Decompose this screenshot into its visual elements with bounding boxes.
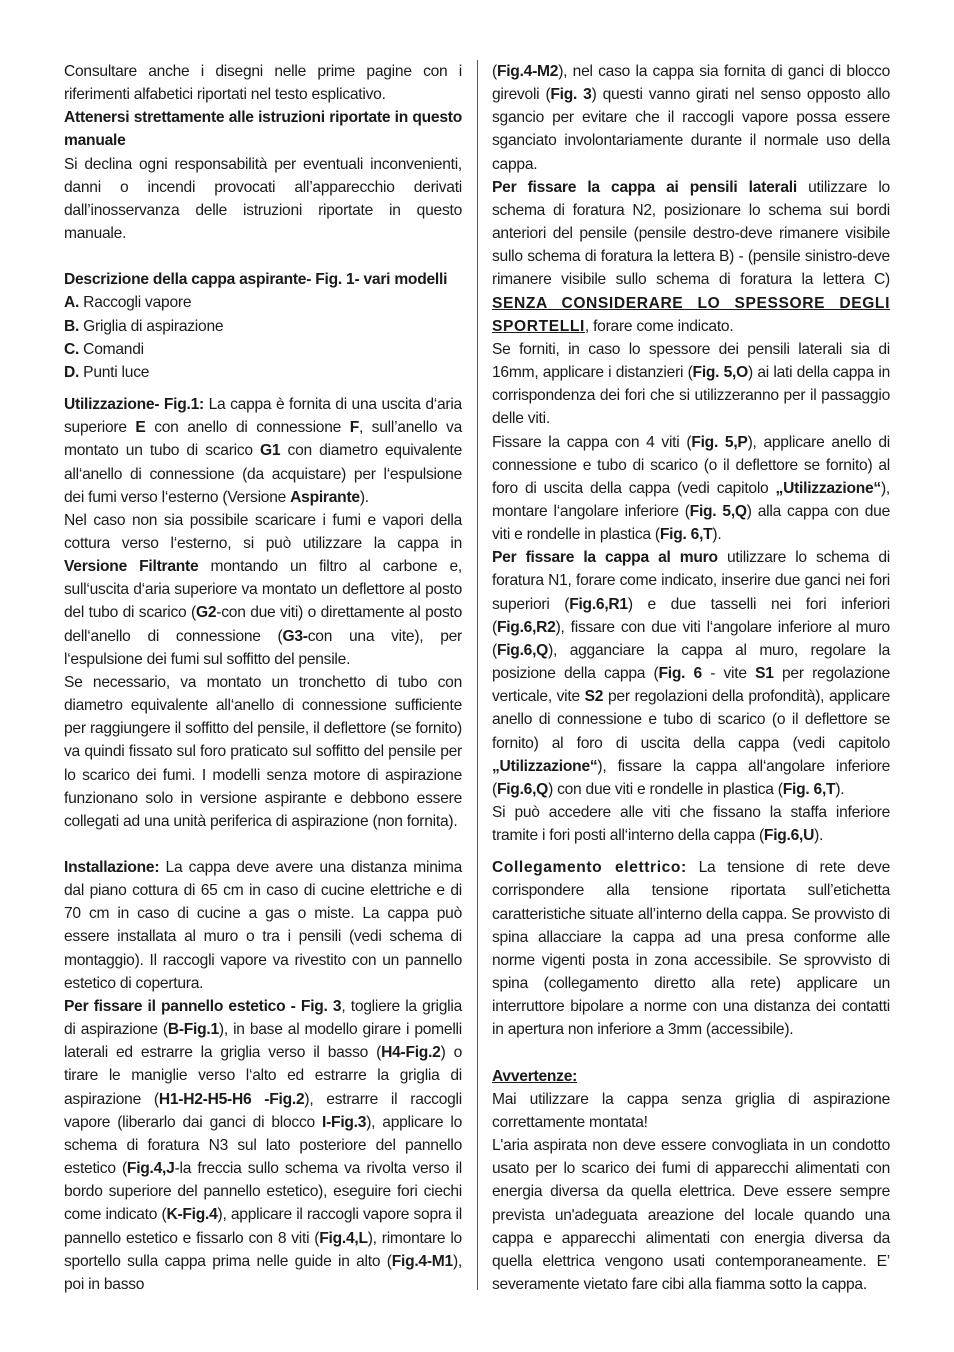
install-paragraph [64, 856, 462, 995]
ref: Fig.4,J [126, 1160, 175, 1178]
use-paragraph-3: Se necessario, va montato un tronchetto di tubo con diametro equivalente all‘anello di connessione sufficiente per raggiungere il soffitto del pensile, il deflettore (se fornito) va quindi fissato sul foro praticato sul soffitto del pensile per lo scarico dei fumi. I modelli senza motore di aspirazione funzionano solo in versione aspirante e debbono essere collegati ad una unità periferica di aspirazione (non fornita). [64, 673, 462, 830]
intro-bold-notice [64, 106, 462, 152]
use-heading: Utilizzazione- Fig.1: [64, 396, 204, 414]
ref: G2 [195, 604, 217, 622]
text-run: ) ai lati della cappa in corrispondenza dei fori che si utilizzeranno per il passaggio delle viti. [492, 364, 890, 428]
ref: B-Fig.1 [167, 1021, 219, 1039]
ref: Fig.6,Q [496, 641, 549, 659]
text-run: Nel caso non sia possibile scaricare i fumi e vapori della cottura verso l‘esterno, si può utilizzare la cappa in [64, 511, 462, 552]
panel-paragraph [64, 995, 462, 1296]
ref: Fig. 6,T [782, 780, 836, 798]
bracket-access-paragraph [492, 801, 890, 847]
install-heading: Installazione: [64, 859, 160, 876]
text-run: ), applicare anello di connessione e tubo di scarico (o il deflettore se fornito) al foro di uscita della cappa (vedi capitolo [492, 433, 890, 497]
fix-screws-paragraph [492, 431, 890, 547]
text-run: per regolazioni della profondità), applicare anello di connessione e tubo di scarico (o il deflettore se fornito) al foro di uscita della cappa (vedi capitolo [492, 688, 890, 752]
text-run: ( [492, 63, 497, 80]
ref: Fig. 3 [550, 86, 592, 104]
item-text: Punti luce [79, 363, 150, 381]
text-run: ) questi vanno girati nel senso opposto allo sgancio per evitare che il raccogli vapore possa essere sganciato involontariamente durante il normale uso della cappa. [492, 86, 890, 173]
spacers-paragraph [492, 338, 890, 431]
ref: I-Fig.3 [322, 1113, 367, 1131]
electric-paragraph [492, 856, 890, 1041]
text-run: ), fissare la cappa all‘angolare inferiore ( [492, 757, 890, 798]
ref: Fig.4-M1 [391, 1252, 453, 1270]
ref: H1-H2-H5-H6 -Fig.2 [158, 1090, 305, 1108]
text-run: ), poi in basso [64, 1252, 462, 1293]
electric-heading: Collegamento elettrico: [492, 859, 687, 877]
ref: Fig.6,Q [496, 780, 549, 798]
text-run: ), fissare con due viti l‘angolare inferiore al muro ( [492, 618, 890, 659]
description-heading [64, 268, 462, 291]
ref: „Utilizzazione“ [775, 479, 881, 497]
description-item-a [64, 291, 462, 314]
item-key: A. [64, 294, 80, 312]
item-key: C. [64, 340, 80, 358]
ref: K-Fig.4 [166, 1206, 218, 1224]
text-run: ) con due viti e rondelle in plastica ( [548, 780, 783, 798]
ref: Aspirante [290, 488, 360, 506]
column-divider [477, 60, 478, 1290]
text-run: ) alla cappa con due viti e rondelle in plastica ( [492, 502, 890, 544]
ref: Fig. 6,T [659, 526, 713, 544]
description-item-c [64, 338, 462, 361]
ref: Fig.4,L [319, 1229, 368, 1247]
side-cabinets-heading: Per fissare la cappa ai pensili laterali [492, 178, 797, 196]
text-run: La cappa è fornita di una uscita d‘aria superiore [64, 396, 462, 437]
text-run: ). [712, 526, 722, 544]
text-run: utilizzare lo schema di foratura N2, posizionare lo schema sui bordi anteriori del pensile (pensile destro-deve rimanere visibile sullo schema di foratura la lettera B) - (pensile sinistro-deve rimanere visibile sullo schema di foratura la lettera C) [492, 178, 890, 289]
text-run: ), applicare il raccogli vapore sopra il pannello estetico e fissarlo con 8 viti ( [64, 1206, 462, 1247]
left-column [64, 60, 462, 1296]
ref: S1 [755, 665, 774, 683]
text-run: ), agganciare la cappa al muro, regolare la posizione della cappa ( [492, 641, 890, 683]
warnings-heading [492, 1065, 890, 1088]
text-run: montando un filtro al carbone e, sull‘uscita d‘aria superiore va montato un deflettore al posto del tubo di scarico ( [64, 558, 462, 622]
ref: H4-Fig.2 [381, 1044, 441, 1062]
text-run: -la freccia sullo schema va rivolta verso il bordo superiore del pannello estetico), eseguire fori ciechi come indicato ( [64, 1160, 462, 1224]
continuation-paragraph [492, 60, 890, 176]
text-run: ), estrarre il raccogli vapore (liberarlo dai ganci di blocco [64, 1090, 462, 1131]
ref: Fig.6,R1 [569, 595, 628, 613]
text-run: ), nel caso la cappa sia fornita di ganci di blocco girevoli ( [492, 63, 890, 104]
text-run: ), montare l‘angolare inferiore ( [492, 479, 890, 520]
text-run: con anello di connessione [145, 419, 350, 437]
item-text: Raccogli vapore [79, 294, 192, 312]
side-cabinets-paragraph [492, 176, 890, 338]
text-run: con una vite), per l‘espulsione dei fumi sul soffitto del pensile. [64, 627, 462, 668]
ref: Fig. 5,O [692, 364, 749, 382]
ref: Fig.4-M2 [496, 63, 559, 80]
warnings-paragraph-2: L'aria aspirata non deve essere convogliata in un condotto usato per lo scarico dei fumi di apparecchi alimentati con energia diversa da quella elettrica. Deve essere sempre prevista un'adeguata areazione del locale quando una cappa e apparecchi alimentati con energia diversa da quella elettrica vengono usati contemporaneamente. E’ severamente vietato fare cibi alla fiamma sotto la cappa. [492, 1137, 890, 1293]
use-paragraph-2 [64, 509, 462, 671]
ref: G3- [282, 627, 308, 645]
description-item-b [64, 315, 462, 338]
ref: Fig. 6 [658, 665, 702, 683]
text-run: ). [814, 827, 824, 845]
ref: S2 [584, 688, 604, 706]
text-run: ), applicare lo schema di foratura N3 sul lato posteriore del pannello estetico ( [64, 1113, 463, 1178]
text-run: , sull’anello va montato un tubo di scarico [64, 419, 463, 460]
warnings-paragraph-1: Mai utilizzare la cappa senza griglia di aspirazione correttamente montata! [492, 1090, 890, 1131]
text-run: Se forniti, in caso lo spessore dei pensili laterali sia di 16mm, applicare i distanzieri ( [492, 340, 890, 382]
item-key: B. [64, 317, 80, 335]
text-run: ). [835, 780, 845, 798]
description-heading-text: Descrizione della cappa aspirante- Fig. 1- vari modelli [64, 271, 448, 289]
text-run: per regolazione verticale, vite [492, 665, 890, 706]
ref: Fig. 5,P [691, 433, 748, 451]
disclaimer-paragraph: Si declina ogni responsabilità per eventuali inconvenienti, danni o incendi provocati all’apparecchio derivati dall’inosservanza delle istruzioni riportate in questo manuale. [64, 155, 462, 243]
text-run: ), in base al modello girare i pomelli laterali ed estrarre la griglia verso il basso ( [64, 1021, 462, 1062]
item-text: Griglia di aspirazione [79, 317, 224, 335]
text-run: - vite [701, 665, 756, 683]
ref: „Utilizzazione“ [492, 757, 598, 775]
description-item-d [64, 361, 462, 384]
text-run: con diametro equivalente all‘anello di connessione (da acquistare) per l‘espulsione dei fumi verso l‘esterno (Versione [64, 442, 462, 506]
ref: E [135, 419, 146, 437]
right-column [492, 60, 890, 1296]
intro-paragraph: Consultare anche i disegni nelle prime pagine con i riferimenti alfabetici riportati nel testo esplicativo. [64, 63, 462, 104]
ref: F [349, 419, 359, 437]
text-run: La tensione di rete deve corrispondere alla tensione riportata sull’etichetta caratteristiche situate all’interno della cappa. Se provvisto di spina allacciare la cappa ad una presa conforme alle norme vigenti posta in zona accessibile. Se sprovvisto di spina (collegamento diretto alla rete) applicare un interruttore bipolare a norme con una distanza dei contatti in apertura non inferiore a 3mm (accessibile). [492, 859, 890, 1039]
ref: Fig.6,U [763, 827, 815, 845]
text-run: ), rimontare lo sportello sulla cappa prima nelle guide in alto ( [64, 1229, 462, 1270]
item-key: D. [64, 363, 80, 381]
text-run: utilizzare lo schema di foratura N1, forare come indicato, inserire due ganci nei fori superiori ( [492, 549, 890, 613]
text-run: ). [359, 488, 369, 506]
panel-heading: Per fissare il pannello estetico - Fig. 3 [64, 997, 342, 1015]
ref: G1 [260, 442, 281, 460]
use-paragraph-1 [64, 393, 462, 509]
intro-bold-text: Attenersi strettamente alle istruzioni riportate in questo manuale [64, 109, 462, 150]
warnings-heading-text: Avvertenze: [492, 1067, 578, 1085]
text-run: ) o tirare le maniglie verso l‘alto ed estrarre la griglia di aspirazione ( [64, 1044, 462, 1108]
wall-paragraph [492, 546, 890, 801]
wall-heading: Per fissare la cappa al muro [492, 549, 718, 567]
ref: Versione Filtrante [64, 558, 199, 576]
ref: Fig. 5,Q [689, 502, 747, 520]
underlined-warning: SENZA CONSIDERARE LO SPESSORE DEGLI SPORTELLI [492, 294, 890, 335]
item-text: Comandi [79, 340, 144, 358]
text-run: Fissare la cappa con 4 viti ( [492, 433, 692, 451]
text-run: ) e due tasselli nei fori inferiori ( [492, 595, 890, 636]
text-run: Si può accedere alle viti che fissano la staffa inferiore tramite i fori posti all‘interno della cappa ( [492, 804, 890, 845]
text-run: , togliere la griglia di aspirazione ( [64, 997, 462, 1039]
text-run: -con due viti) o direttamente al posto dell‘anello di connessione ( [64, 604, 463, 645]
ref: Fig.6,R2 [496, 618, 556, 636]
text-run: , forare come indicato. [584, 317, 734, 335]
text-run: La cappa deve avere una distanza minima dal piano cottura di 65 cm in caso di cucine elettriche e di 70 cm in caso di cucine a gas o miste. La cappa può essere installata al muro o tra i pensili (vedi schema di montaggio). Il raccogli vapore va rivestito con un pannello estetico di copertura. [64, 859, 462, 992]
